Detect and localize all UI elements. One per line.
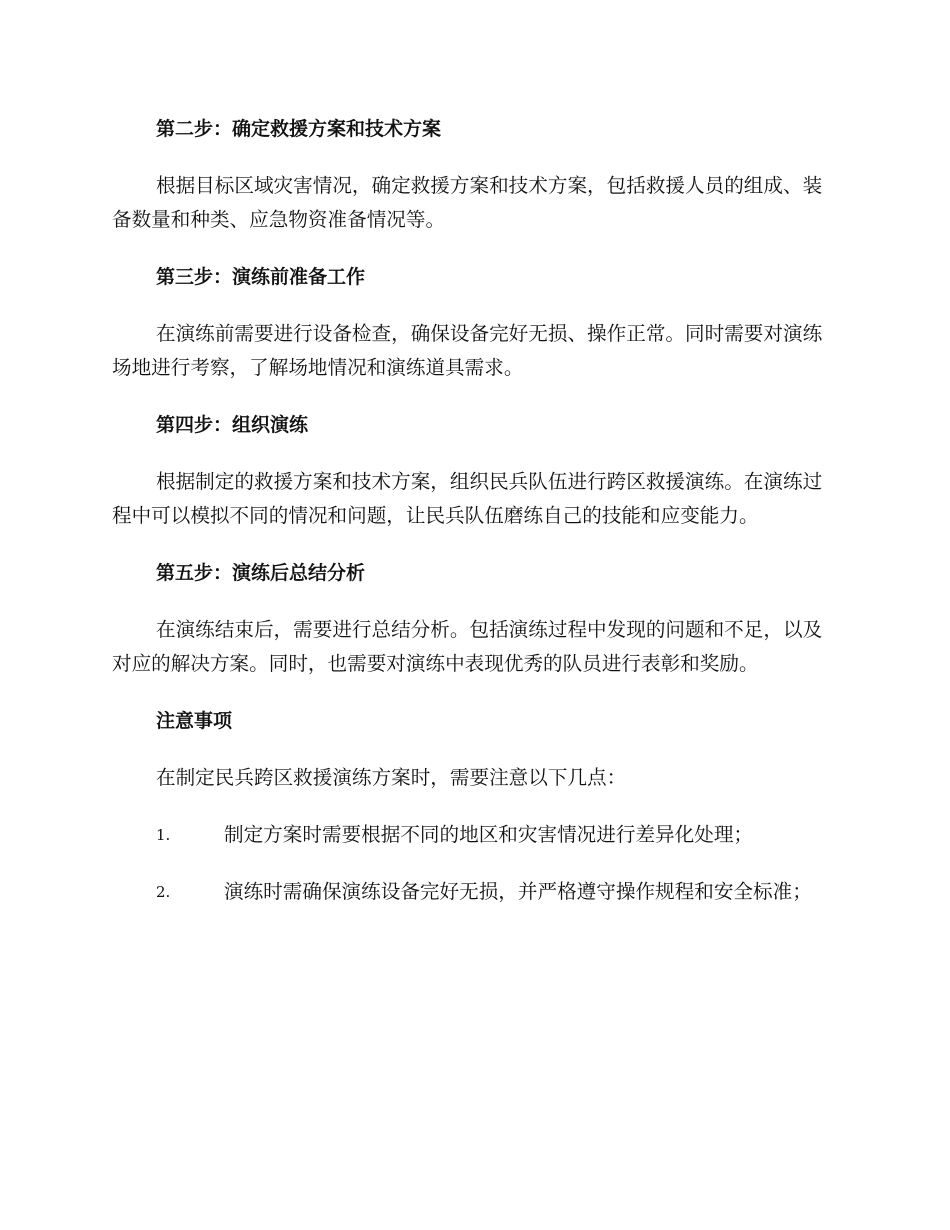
list-item-number: 1. [156, 826, 171, 844]
section-heading-step-4: 第四步：组织演练 [156, 414, 309, 436]
list-item-text: 演练时需确保演练设备完好无损，并严格遵守操作规程和安全标准； [224, 880, 812, 903]
notes-heading: 注意事项 [156, 710, 233, 732]
notes-list-item [112, 875, 836, 909]
notes-list-item [112, 818, 836, 852]
section-heading-step-2: 第二步：确定救援方案和技术方案 [156, 118, 442, 140]
section-heading-step-5: 第五步：演练后总结分析 [156, 562, 366, 584]
section-heading-step-3: 第三步：演练前准备工作 [156, 266, 366, 288]
section-body-step-2: 根据目标区域灾害情况，确定救援方案和技术方案，包括救援人员的组成、装备数量和种类、应急物资准备情况等。 [112, 174, 823, 231]
list-item-text: 制定方案时需要根据不同的地区和灾害情况进行差异化处理； [224, 823, 754, 846]
section-body-step-4: 根据制定的救援方案和技术方案，组织民兵队伍进行跨区救援演练。在演练过程中可以模拟不同的情况和问题，让民兵队伍磨练自己的技能和应变能力。 [112, 470, 823, 527]
notes-intro: 在制定民兵跨区救援演练方案时，需要注意以下几点： [156, 766, 627, 789]
section-body-step-3: 在演练前需要进行设备检查，确保设备完好无损、操作正常。同时需要对演练场地进行考察，了解场地情况和演练道具需求。 [112, 322, 823, 379]
section-body-step-5: 在演练结束后，需要进行总结分析。包括演练过程中发现的问题和不足，以及对应的解决方案。同时，也需要对演练中表现优秀的队员进行表彰和奖励。 [112, 618, 823, 675]
document-page [112, 112, 836, 932]
list-item-number: 2. [156, 883, 171, 901]
